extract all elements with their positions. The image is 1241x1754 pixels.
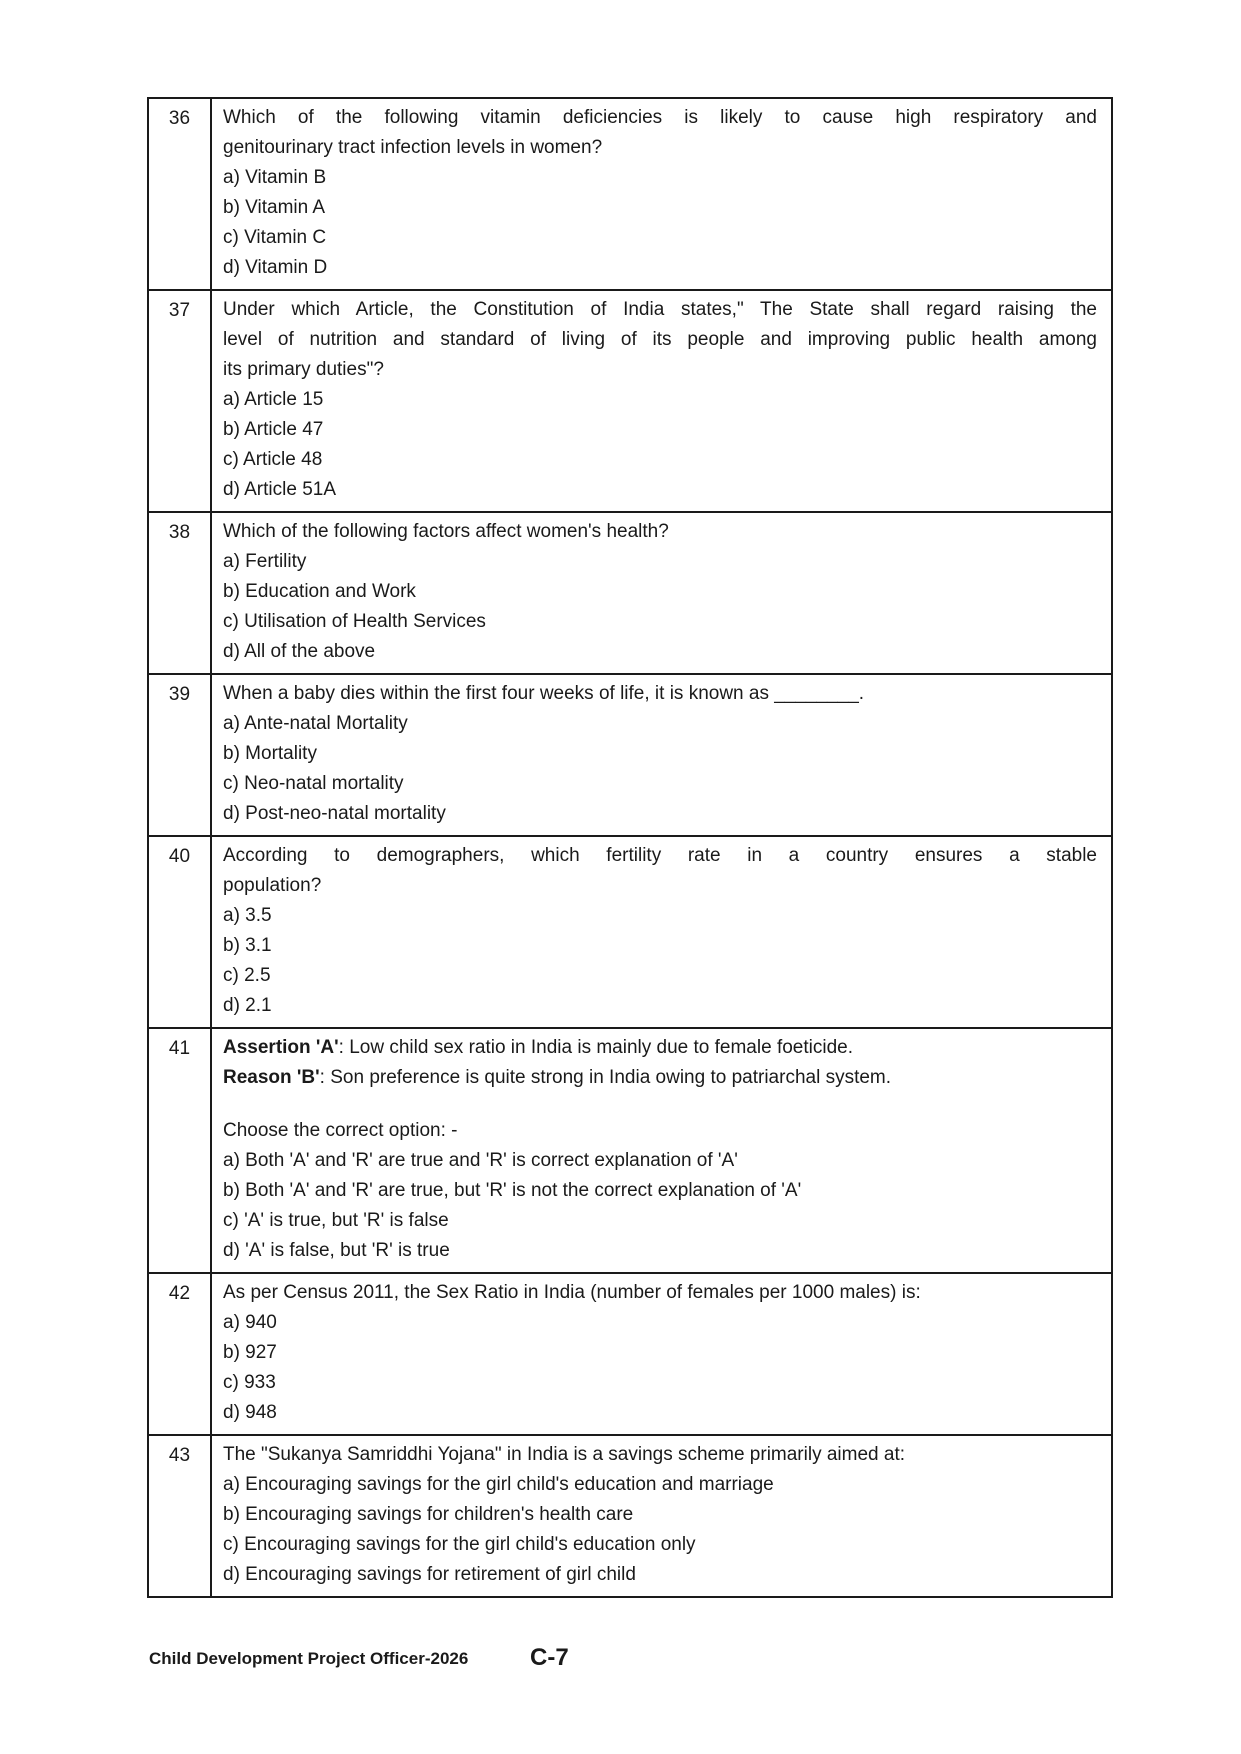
option-line [223,1338,1097,1368]
choose-option-line-text: Choose the correct option: - [223,1120,458,1141]
choose-option-line [223,1116,1097,1146]
option-line [223,931,1097,961]
question-cell [212,513,1111,673]
question-row [149,837,1111,1029]
option-line [223,193,1097,223]
option-line [223,1530,1097,1560]
option-line-text: b) Education and Work [223,581,416,602]
question-row [149,1029,1111,1274]
option-line-text: a) Vitamin B [223,167,327,188]
option-line-text: c) Neo-natal mortality [223,773,404,794]
question-number: 38 [149,513,212,673]
option-line [223,1500,1097,1530]
question-number: 42 [149,1274,212,1434]
question-row [149,513,1111,675]
option-line-text: c) Utilisation of Health Services [223,611,486,632]
assertion-line [223,1033,1097,1063]
question-row [149,99,1111,291]
question-cell [212,675,1111,835]
option-line [223,1368,1097,1398]
option-line-text: a) 940 [223,1312,277,1333]
option-line [223,415,1097,445]
question-text-line-text: As per Census 2011, the Sex Ratio in India (number of females per 1000 males) is: [223,1282,921,1303]
option-line [223,547,1097,577]
question-text-line [223,325,1097,355]
option-line-text: a) Article 15 [223,389,324,410]
question-text-line-text: Under which Article, the Constitution of India states," The State shall regard raising the [223,299,1097,320]
option-line-text: c) 2.5 [223,965,271,986]
option-line [223,607,1097,637]
question-cell [212,291,1111,511]
question-text-line [223,133,1097,163]
option-line [223,1398,1097,1428]
option-line [223,1236,1097,1266]
option-line-text: d) 2.1 [223,995,272,1016]
option-line-text: a) Fertility [223,551,307,572]
option-line [223,961,1097,991]
option-line-text: b) Both 'A' and 'R' are true, but 'R' is not the correct explanation of 'A' [223,1180,802,1201]
question-text-line [223,1440,1097,1470]
question-text-line-text: When a baby dies within the first four weeks of life, it is known as ________. [223,683,865,704]
option-line [223,1470,1097,1500]
option-line [223,901,1097,931]
option-line-text: d) 948 [223,1402,277,1423]
option-line [223,223,1097,253]
option-line-text: d) All of the above [223,641,376,662]
option-line-text: b) Vitamin A [223,197,326,218]
option-line-text: b) 3.1 [223,935,272,956]
reason-line-bold-label: Reason 'B' [223,1067,320,1088]
question-text-line [223,841,1097,871]
option-line [223,163,1097,193]
question-row [149,1436,1111,1596]
question-text-line [223,517,1097,547]
question-number: 40 [149,837,212,1027]
option-line [223,709,1097,739]
assertion-line-text: : Low child sex ratio in India is mainly due to female foeticide. [338,1037,853,1058]
question-cell [212,1029,1111,1272]
option-line [223,475,1097,505]
page-footer [149,1645,1115,1685]
question-text-line [223,295,1097,325]
option-line-text: a) Ante-natal Mortality [223,713,408,734]
question-text-line [223,355,1097,385]
option-line-text: d) Article 51A [223,479,336,500]
reason-line-text: : Son preference is quite strong in India owing to patriarchal system. [319,1067,892,1088]
question-text-line-text: its primary duties"? [223,359,384,380]
option-line-text: a) Encouraging savings for the girl child's education and marriage [223,1474,774,1495]
option-line [223,1146,1097,1176]
option-line-text: c) Vitamin C [223,227,327,248]
option-line [223,445,1097,475]
question-text-line [223,871,1097,901]
question-text-line-text: According to demographers, which fertility rate in a country ensures a stable [223,845,1097,866]
option-line [223,769,1097,799]
question-row [149,291,1111,513]
question-text-line-text: level of nutrition and standard of living of its people and improving public health among [223,329,1097,350]
question-table [147,97,1113,1598]
question-number: 36 [149,99,212,289]
footer-exam-title: Child Development Project Officer-2026 [149,1649,469,1668]
option-line-text: d) Encouraging savings for retirement of girl child [223,1564,636,1585]
question-cell [212,837,1111,1027]
option-line [223,1308,1097,1338]
question-text-line-text: Which of the following factors affect women's health? [223,521,669,542]
question-number: 41 [149,1029,212,1272]
option-line [223,1206,1097,1236]
option-line-text: b) Mortality [223,743,317,764]
question-row [149,1274,1111,1436]
option-line-text: c) 933 [223,1372,276,1393]
option-line-text: c) 'A' is true, but 'R' is false [223,1210,449,1231]
question-number: 43 [149,1436,212,1596]
option-line-text: c) Encouraging savings for the girl child's education only [223,1534,696,1555]
option-line-text: b) Article 47 [223,419,324,440]
assertion-line-bold-label: Assertion 'A' [223,1037,339,1058]
question-text-line-text: Which of the following vitamin deficiencies is likely to cause high respiratory and [223,107,1097,128]
option-line-text: a) Both 'A' and 'R' are true and 'R' is correct explanation of 'A' [223,1150,738,1171]
option-line-text: c) Article 48 [223,449,323,470]
option-line-text: d) Vitamin D [223,257,328,278]
question-text-line-text: population? [223,875,322,896]
option-line-text: a) 3.5 [223,905,272,926]
option-line [223,1176,1097,1206]
option-line-text: b) Encouraging savings for children's health care [223,1504,634,1525]
reason-line [223,1063,1097,1093]
question-text-line-text: genitourinary tract infection levels in women? [223,137,603,158]
option-line [223,739,1097,769]
option-line [223,799,1097,829]
question-text-line-text: The "Sukanya Samriddhi Yojana" in India is a savings scheme primarily aimed at: [223,1444,906,1465]
question-number: 37 [149,291,212,511]
question-cell [212,1274,1111,1434]
option-line [223,637,1097,667]
question-text-line [223,103,1097,133]
option-line-text: d) Post-neo-natal mortality [223,803,446,824]
question-cell [212,99,1111,289]
option-line [223,385,1097,415]
option-line [223,577,1097,607]
option-line [223,1560,1097,1590]
question-row [149,675,1111,837]
footer-page-number: C-7 [530,1644,569,1671]
option-line-text: b) 927 [223,1342,277,1363]
option-line [223,253,1097,283]
question-text-line [223,1278,1097,1308]
option-line-text: d) 'A' is false, but 'R' is true [223,1240,450,1261]
question-cell [212,1436,1111,1596]
question-number: 39 [149,675,212,835]
option-line [223,991,1097,1021]
blank-spacer [223,1093,1097,1116]
question-text-line [223,679,1097,709]
